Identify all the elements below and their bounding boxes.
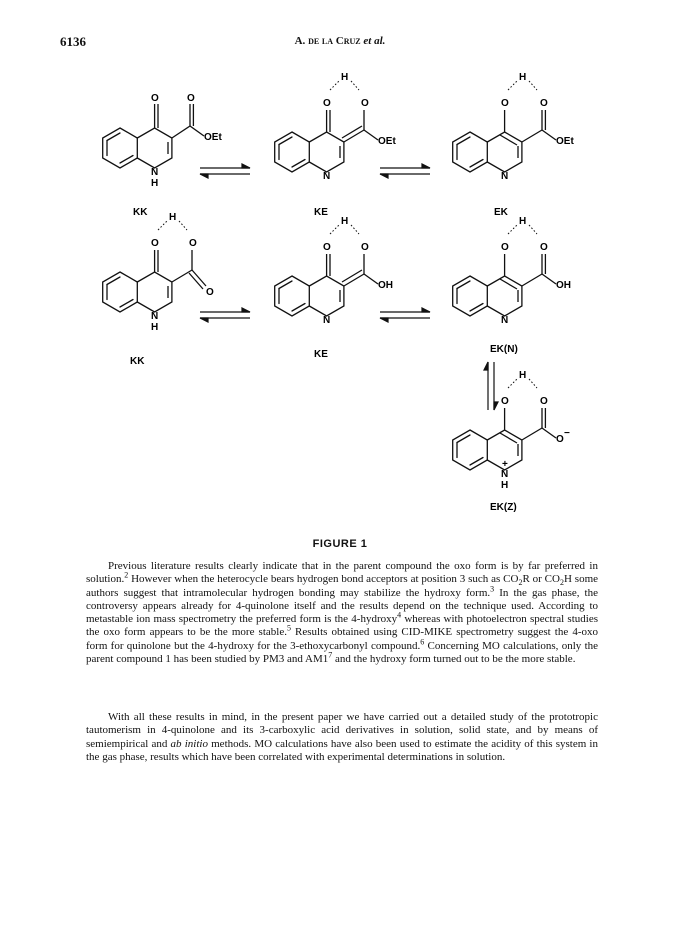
atom-o: O [361, 242, 369, 253]
structure-ek-z [453, 370, 570, 491]
atom-oet: OEt [556, 136, 574, 147]
atom-o: O [187, 93, 195, 104]
label-ke-1: KE [314, 207, 328, 218]
atom-h: H [151, 322, 159, 333]
paragraph-1: Previous literature results clearly indicate that in the parent compound the oxo form is by far preferred in solution.$^2$ However when the heterocycle bears hydrogen bond acceptors at position 3 such as $CO_2R$ or $CO_2H$ some authors suggest that intramolecular hydrogen bonding may stabilize the hydroxy form.$^3$ In the gas phase, the controversy appears already for 4-quinolone itself and the results depend on the technique used. According to metastable ion mass spectrometry the preferred form is the 4-hydroxy$^4$ whereas with photoelectron spectral studies the oxo form appears to be the more stable.$^5$ Results obtained using CID-MIKE spectrometry suggest the 4-oxo form for quinolone but the 4-hydroxy for the 3-ethoxycarbonyl compound.$^6$ Concerning MO calculations, only the parent compound 1 has been studied by PM3 and $AM1^7$ and the hydroxy form turned out to be the more stable. [86, 560, 599, 666]
atom-o: O [540, 98, 548, 109]
running-header: A. de la Cruz et al. [294, 35, 386, 47]
atom-o: O [501, 396, 509, 407]
atom-n: N [151, 311, 159, 322]
atom-h: H [519, 72, 527, 83]
atom-h: H [151, 178, 159, 189]
atom-h: H [519, 370, 527, 381]
atom-oh: OH [556, 280, 571, 291]
atom-o: O [540, 396, 548, 407]
atom-o: O [501, 98, 509, 109]
atom-h: H [341, 72, 349, 83]
atom-o: O [556, 434, 564, 445]
atom-h: H [341, 216, 349, 227]
atom-o: O [323, 242, 331, 253]
structure-ke-acid [275, 216, 393, 326]
structure-kk-acid [103, 212, 214, 333]
atom-n: N [501, 315, 509, 326]
charge-minus: − [564, 428, 570, 439]
atom-o: O [151, 93, 159, 104]
paragraph-2: With all these results in mind, in the present paper we have carried out a detailed study of the prototropic tautomerism in 4-quinolone and its 3-carboxylic acid derivatives in solution, solid state, and by means of semiempirical and ab initio methods. MO calculations have also been used to estimate the acidity of this system in the gas phase, results which have been correlated with experimental determinations in solution. [86, 711, 598, 763]
label-kk-2: KK [130, 356, 145, 367]
structure-ke-ester [275, 72, 397, 182]
atom-o: O [206, 287, 214, 298]
atom-o: O [540, 242, 548, 253]
atom-o: O [323, 98, 331, 109]
label-ek-1: EK [494, 207, 508, 218]
atom-h: H [169, 212, 177, 223]
label-ek-n: EK(N) [490, 344, 518, 355]
label-ek-z: EK(Z) [490, 502, 517, 513]
atom-o: O [501, 242, 509, 253]
charge-plus: + [502, 459, 508, 470]
atom-n: N [323, 171, 331, 182]
atom-oh: OH [378, 280, 393, 291]
atom-n: N [501, 469, 509, 480]
atom-o: O [189, 238, 197, 249]
structure-ek-n [453, 216, 571, 326]
figure-caption: FIGURE 1 [312, 538, 368, 550]
label-kk-1: KK [133, 207, 148, 218]
atom-o: O [361, 98, 369, 109]
atom-oet: OEt [378, 136, 396, 147]
atom-o: O [151, 238, 159, 249]
atom-n: N [323, 315, 331, 326]
label-ke-2: KE [314, 349, 328, 360]
page-number: 6136 [60, 34, 86, 49]
atom-h: H [519, 216, 527, 227]
atom-n: N [501, 171, 509, 182]
structure-ek-ester [453, 72, 575, 182]
atom-oet: OEt [204, 132, 222, 143]
atom-h: H [501, 480, 509, 491]
atom-n: N [151, 167, 159, 178]
